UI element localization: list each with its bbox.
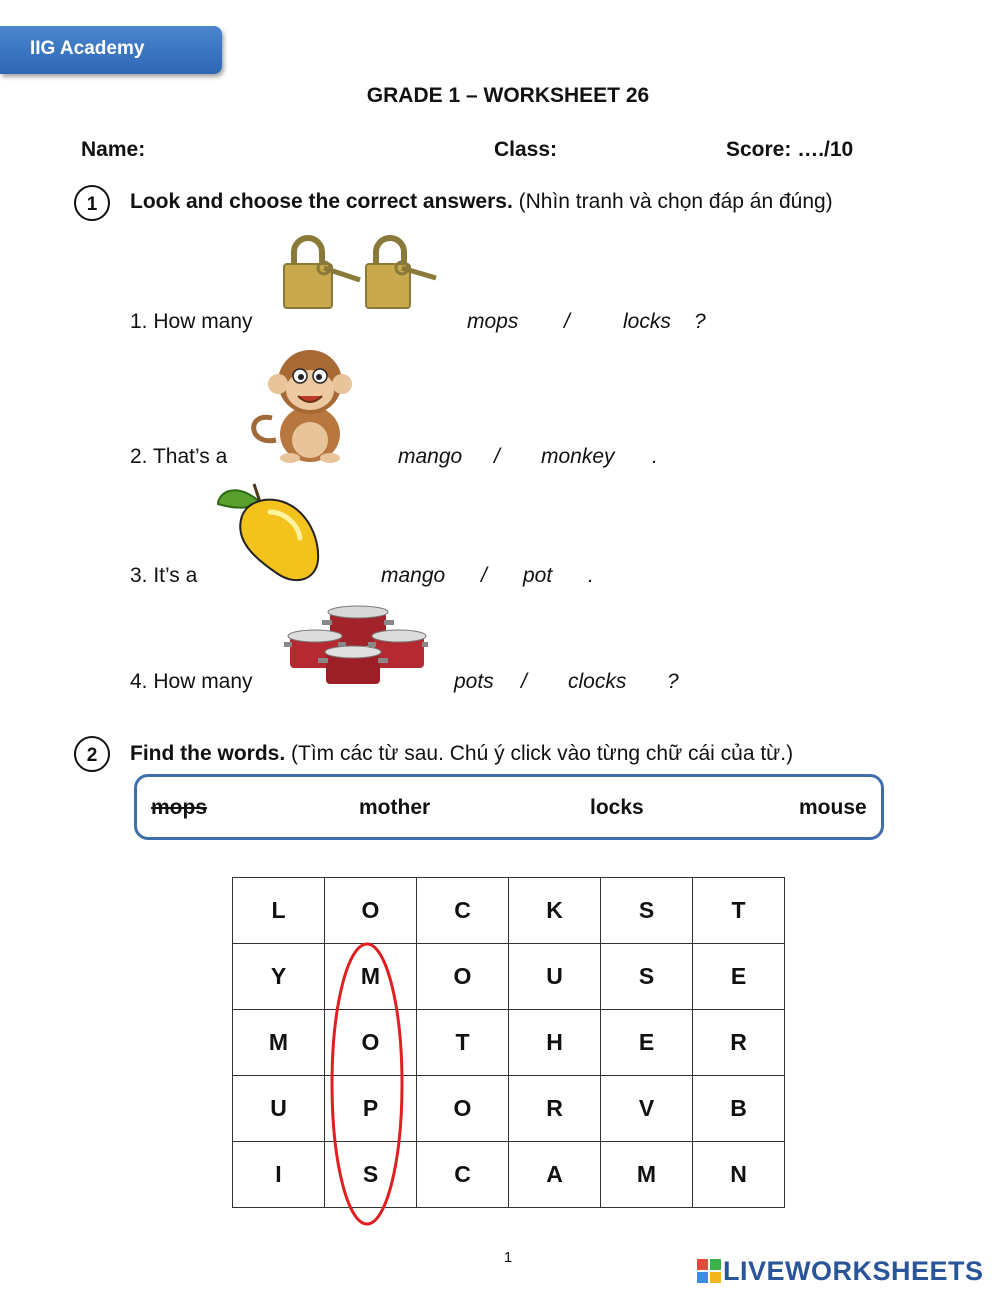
liveworksheets-logo-icon (697, 1259, 721, 1283)
grid-cell[interactable]: Y (233, 944, 325, 1010)
grid-row (233, 1010, 785, 1076)
grid-cell[interactable]: H (509, 1010, 601, 1076)
q1-option-1[interactable]: mops (467, 310, 519, 333)
academy-tab: IIG Academy (0, 26, 222, 74)
section-2-instruction-bold: Find the words. (130, 742, 286, 765)
padlock-icon (366, 238, 436, 308)
grid-row (233, 944, 785, 1010)
grid-cell[interactable]: P (325, 1076, 417, 1142)
q4-separator: / (521, 670, 527, 693)
section-1-instruction-note: (Nhìn tranh và chọn đáp án đúng) (518, 190, 833, 213)
q4-end-mark: ? (667, 670, 679, 693)
q2-separator: / (494, 445, 500, 468)
q3-option-2[interactable]: pot (523, 564, 553, 587)
padlock-icon (284, 238, 360, 308)
word-bank-item: mother (359, 796, 431, 819)
word-search-grid (232, 877, 785, 1208)
q2-option-1[interactable]: mango (398, 445, 463, 468)
question-1-text: 1. How many (130, 310, 253, 333)
q3-separator: / (481, 564, 487, 587)
grid-cell[interactable]: M (325, 944, 417, 1010)
grid-cell[interactable]: E (601, 1010, 693, 1076)
grid-cell[interactable]: C (417, 1142, 509, 1208)
q4-option-2[interactable]: clocks (568, 670, 627, 693)
monkey-image (244, 342, 356, 464)
liveworksheets-brand (697, 1256, 984, 1287)
class-label: Class: (494, 138, 558, 161)
grid-cell[interactable]: U (233, 1076, 325, 1142)
two-padlocks-image (280, 234, 440, 310)
grid-cell[interactable]: S (325, 1142, 417, 1208)
grid-cell[interactable]: S (601, 944, 693, 1010)
q1-option-2[interactable]: locks (623, 310, 671, 333)
found-word-circle (326, 940, 408, 1230)
grid-cell[interactable]: B (693, 1076, 785, 1142)
liveworksheets-text: LIVEWORKSHEETS (723, 1256, 984, 1286)
section-1-number: 1 (74, 185, 110, 221)
name-label: Name: (81, 138, 146, 161)
word-bank-item: mops (151, 796, 208, 819)
grid-cell[interactable]: U (509, 944, 601, 1010)
grid-cell[interactable]: N (693, 1142, 785, 1208)
grid-cell[interactable]: R (693, 1010, 785, 1076)
grid-row (233, 1142, 785, 1208)
pot-icon (318, 646, 388, 684)
grid-cell[interactable]: E (693, 944, 785, 1010)
grid-cell[interactable]: O (417, 944, 509, 1010)
grid-cell[interactable]: V (601, 1076, 693, 1142)
word-bank-item: mouse (799, 796, 867, 819)
q1-end-mark: ? (694, 310, 706, 333)
section-1-instruction (130, 190, 833, 214)
grid-cell[interactable]: O (325, 878, 417, 944)
grid-cell[interactable]: M (601, 1142, 693, 1208)
question-3-text: 3. It’s a (130, 564, 198, 587)
grid-cell[interactable]: A (509, 1142, 601, 1208)
grid-cell[interactable]: T (417, 1010, 509, 1076)
section-1-instruction-bold: Look and choose the correct answers. (130, 190, 513, 213)
q1-separator: / (564, 310, 570, 333)
q2-option-2[interactable]: monkey (541, 445, 615, 468)
section-2-instruction-note: (Tìm các từ sau. Chú ý click vào từng chữ cái của từ.) (291, 742, 794, 765)
section-2-number: 2 (74, 736, 110, 772)
grid-cell[interactable]: I (233, 1142, 325, 1208)
grid-row (233, 878, 785, 944)
question-2-text: 2. That’s a (130, 445, 228, 468)
worksheet-title: GRADE 1 – WORKSHEET 26 (366, 84, 650, 107)
grid-cell[interactable]: K (509, 878, 601, 944)
word-bank-item: locks (590, 796, 644, 819)
grid-cell[interactable]: C (417, 878, 509, 944)
q2-end-mark: . (652, 445, 658, 468)
section-2-instruction (130, 742, 793, 766)
page-number: 1 (503, 1249, 513, 1266)
grid-cell[interactable]: S (601, 878, 693, 944)
grid-cell[interactable]: R (509, 1076, 601, 1142)
q3-end-mark: . (588, 564, 594, 587)
q4-option-1[interactable]: pots (454, 670, 494, 693)
pots-image (284, 602, 430, 688)
q3-option-1[interactable]: mango (381, 564, 446, 587)
score-label: Score: …./10 (726, 138, 854, 161)
grid-cell[interactable]: T (693, 878, 785, 944)
word-bank-box (134, 774, 884, 840)
question-4-text: 4. How many (130, 670, 253, 693)
mango-image (214, 480, 324, 586)
grid-row (233, 1076, 785, 1142)
grid-cell[interactable]: O (325, 1010, 417, 1076)
grid-cell[interactable]: O (417, 1076, 509, 1142)
grid-cell[interactable]: M (233, 1010, 325, 1076)
grid-cell[interactable]: L (233, 878, 325, 944)
